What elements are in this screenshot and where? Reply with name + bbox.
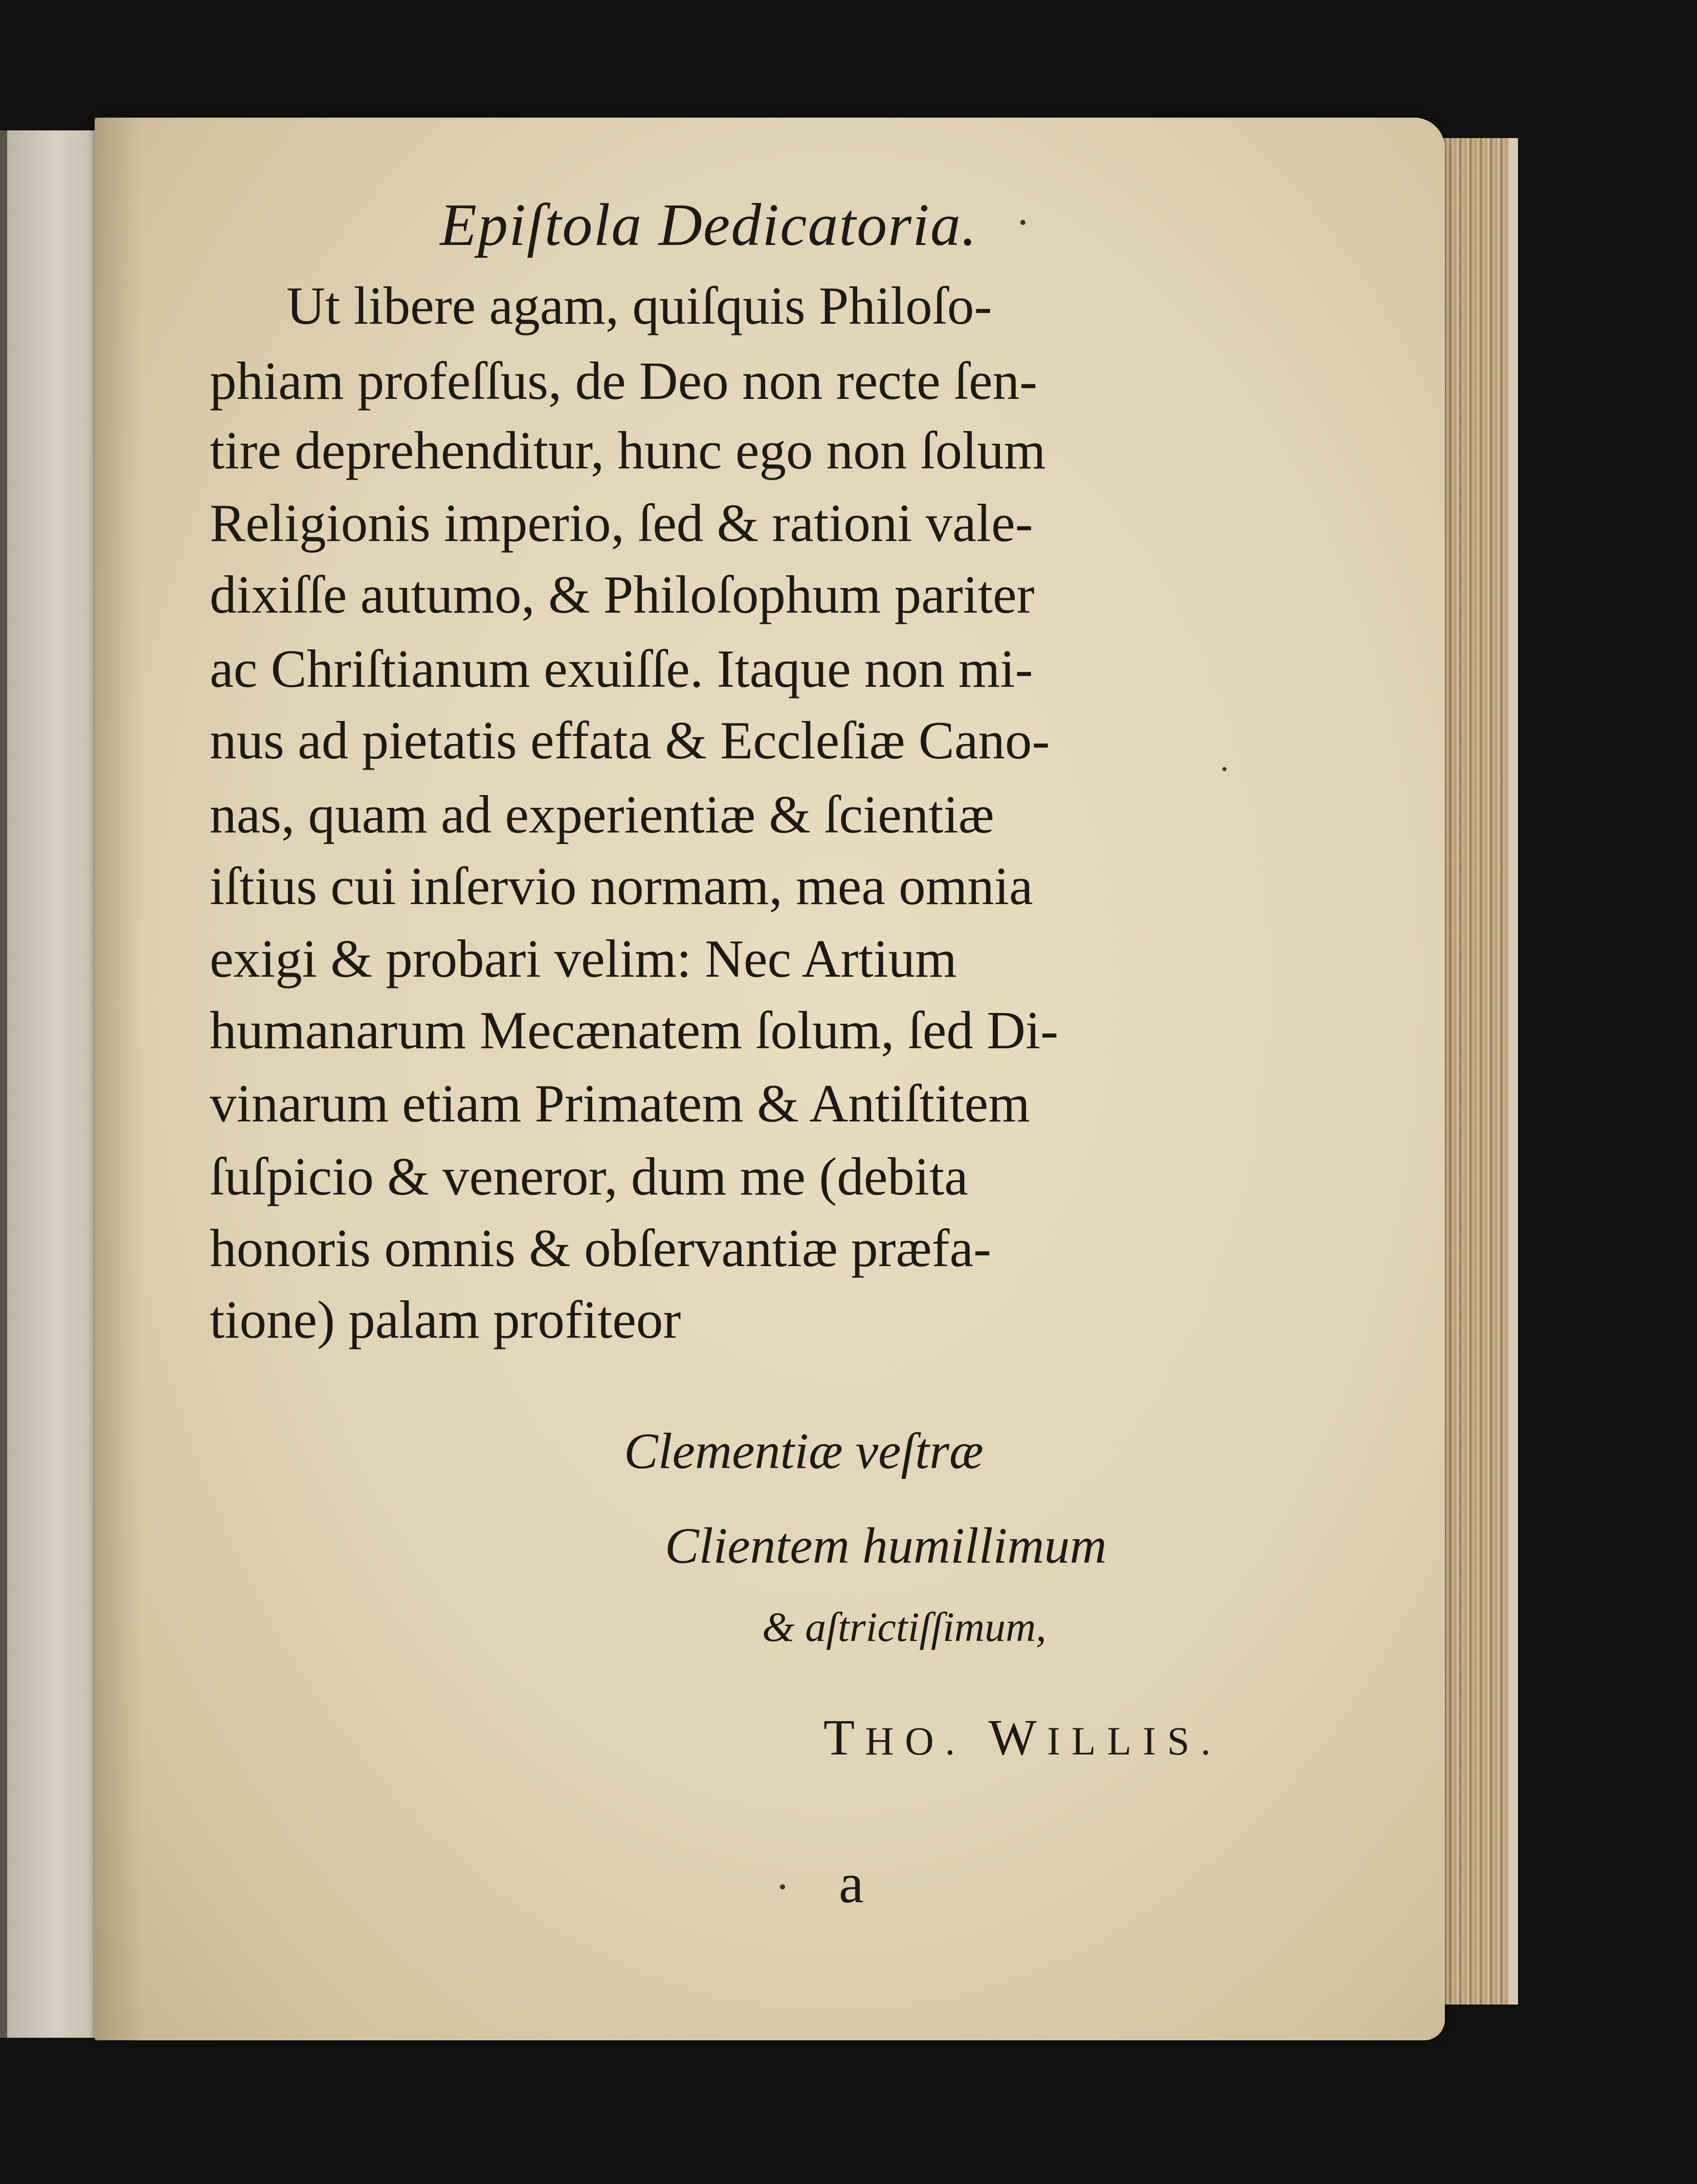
signature-rest-2: ILLIS. bbox=[1046, 1719, 1222, 1763]
signature-initial-1: T bbox=[823, 1709, 865, 1766]
body-line-2: phiam profeſſus, de Deo non recte ſen- bbox=[210, 351, 1038, 411]
closing-line-1: Clementiæ veſtræ bbox=[624, 1423, 984, 1479]
page-block-edge-light bbox=[1509, 138, 1518, 2005]
body-line-10: exigi & probari velim: Nec Artium bbox=[210, 929, 957, 988]
book-binding-shadow bbox=[0, 130, 7, 2038]
signature-mark: a bbox=[839, 1852, 864, 1915]
body-line-8: nas, quam ad experientiæ & ſcientiæ bbox=[210, 784, 994, 844]
running-head: Epiſtola Dedicatoria. bbox=[440, 191, 978, 258]
ink-speck bbox=[780, 1884, 785, 1889]
body-line-5: dixiſſe autumo, & Philoſophum pariter bbox=[210, 565, 1035, 624]
body-line-14: honoris omnis & obſervantiæ præfa- bbox=[210, 1218, 992, 1278]
page-gutter-shadow bbox=[95, 118, 141, 2040]
body-line-15: tione) palam profiteor bbox=[210, 1290, 681, 1349]
closing-line-3: & aſtrictiſſimum, bbox=[762, 1604, 1046, 1650]
signature bbox=[823, 1708, 1222, 1767]
body-line-4: Religionis imperio, ſed & rationi vale- bbox=[210, 493, 1033, 553]
closing-line-2: Clientem humillimum bbox=[665, 1517, 1107, 1574]
body-line-1: Ut libere agam, quiſquis Philoſo- bbox=[286, 276, 992, 335]
ink-speck bbox=[1222, 767, 1226, 771]
body-line-6: ac Chriſtianum exuiſſe. Itaque non mi- bbox=[210, 639, 1033, 699]
ink-speck bbox=[1020, 220, 1025, 225]
signature-rest-1: HO. bbox=[865, 1719, 967, 1763]
body-line-7: nus ad pietatis effata & Eccleſiæ Cano- bbox=[210, 710, 1050, 770]
signature-initial-2: W bbox=[988, 1709, 1047, 1766]
body-line-3: tire deprehenditur, hunc ego non ſolum bbox=[210, 420, 1046, 480]
body-line-13: ſuſpicio & veneror, dum me (debita bbox=[210, 1146, 968, 1206]
body-line-9: iſtius cui inſervio normam, mea omnia bbox=[210, 856, 1033, 916]
body-line-11: humanarum Mecænatem ſolum, ſed Di- bbox=[210, 1000, 1059, 1060]
previous-page-edge bbox=[0, 130, 102, 2038]
body-line-12: vinarum etiam Primatem & Antiſtitem bbox=[210, 1073, 1030, 1133]
